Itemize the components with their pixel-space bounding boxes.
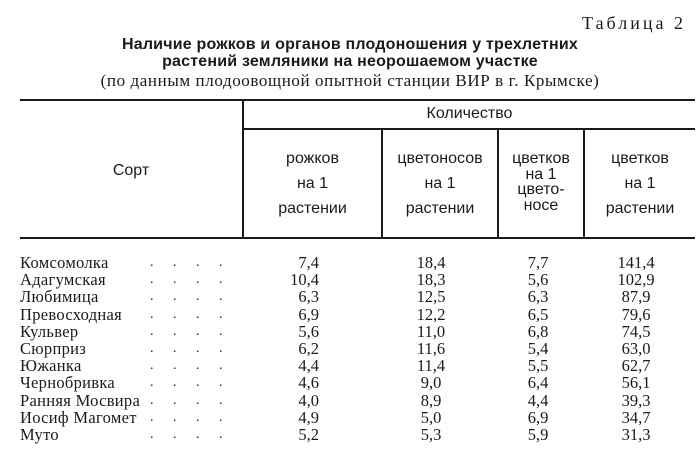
header-col-flowers-per-stalk-line: цветков	[512, 150, 570, 167]
table-number-label: Таблица 2	[582, 13, 686, 33]
leader-dots: . . . .	[150, 392, 231, 408]
header-col-flowers-per-stalk-line: носе	[523, 196, 559, 214]
cell-horns: 4,4	[298, 356, 319, 376]
header-sort: Сорт	[112, 162, 150, 179]
cell-flowers-per-stalk: 6,3	[527, 287, 549, 307]
cell-flowers-per-stalk: 4,4	[527, 390, 549, 410]
cell-flowers-per-stalk: 5,4	[527, 338, 549, 358]
table-row	[0, 306, 700, 323]
header-col-flower-stalks-line: растении	[405, 200, 475, 217]
cell-horns: 6,2	[298, 338, 319, 358]
cell-flower-stalks: 11,0	[416, 321, 446, 341]
cell-flowers-per-stalk: 5,5	[527, 356, 549, 376]
cell-flower-stalks: 11,4	[416, 356, 446, 376]
cell-flowers-per-plant: 63,0	[621, 338, 651, 358]
cell-flower-stalks: 5,0	[420, 407, 442, 427]
header-col-flower-stalks-line: на 1	[424, 175, 456, 192]
variety-name: Любимица	[20, 287, 99, 307]
cell-flowers-per-stalk: 5,6	[527, 270, 549, 290]
cell-horns: 5,6	[298, 321, 319, 341]
cell-horns: 4,6	[298, 373, 319, 393]
table-row	[0, 409, 700, 426]
cell-flowers-per-stalk: 6,5	[527, 304, 549, 324]
cell-flower-stalks: 5,3	[420, 424, 442, 444]
cell-flower-stalks: 11,6	[416, 338, 446, 358]
header-col-flower-stalks-line: цветоносов	[397, 150, 483, 167]
cell-flower-stalks: 18,4	[416, 253, 446, 272]
header-col-flowers-per-plant-line: на 1	[624, 175, 656, 192]
table-row	[0, 374, 700, 391]
cell-flowers-per-stalk: 7,7	[527, 253, 549, 272]
table-row	[0, 426, 700, 443]
header-col-flowers-per-plant-line: цветков	[611, 150, 669, 167]
cell-flower-stalks: 12,5	[416, 287, 446, 307]
header-col-flower-stalks	[383, 146, 497, 221]
cell-flowers-per-plant: 87,9	[621, 287, 651, 307]
cell-flower-stalks: 18,3	[416, 270, 446, 290]
cell-flower-stalks: 9,0	[420, 373, 442, 393]
cell-flowers-per-plant: 74,5	[621, 321, 651, 341]
cell-flowers-per-stalk: 5,9	[527, 424, 549, 444]
variety-name: Комсомолка	[20, 253, 109, 272]
table-row	[0, 271, 700, 288]
cell-flowers-per-plant: 31,3	[621, 424, 651, 444]
table-row	[0, 392, 700, 409]
leader-dots: . . . .	[150, 358, 231, 374]
variety-name: Кульвер	[20, 321, 79, 341]
cell-flowers-per-stalk: 6,4	[527, 373, 549, 393]
table-title-line-2: растений земляники на неорошаемом участке	[162, 53, 538, 70]
cell-flowers-per-plant: 79,6	[621, 304, 651, 324]
cell-flowers-per-stalk: 6,9	[527, 407, 549, 427]
table-row	[0, 357, 700, 374]
header-bottom-rule	[20, 237, 695, 239]
leader-dots: . . . .	[150, 272, 231, 288]
leader-dots: . . . .	[150, 255, 231, 270]
table-body	[0, 254, 700, 443]
cell-horns: 10,4	[290, 270, 319, 290]
cell-flower-stalks: 12,2	[416, 304, 446, 324]
leader-dots: . . . .	[150, 306, 231, 322]
cell-horns: 7,4	[298, 253, 319, 272]
variety-name: Южанка	[20, 356, 82, 376]
leader-dots: . . . .	[150, 323, 231, 339]
variety-name: Муто	[20, 424, 59, 444]
header-col-horns-line: растении	[278, 200, 347, 217]
variety-name: Чернобривка	[20, 373, 116, 393]
header-col-horns-line: на 1	[296, 175, 329, 192]
cell-horns: 4,0	[298, 390, 319, 410]
header-col-flowers-per-stalk-line: на 1	[525, 165, 557, 183]
header-col-flowers-per-stalk-line: цвето-	[517, 181, 565, 198]
header-col-horns-line: рожков	[286, 150, 339, 167]
variety-name: Ранняя Мосвира	[20, 390, 141, 410]
cell-horns: 6,9	[298, 304, 319, 324]
variety-name: Иосиф Магомет	[20, 407, 137, 427]
table-row	[0, 340, 700, 357]
header-col-flowers-per-plant	[585, 146, 695, 221]
leader-dots: . . . .	[150, 426, 231, 442]
table-row	[0, 288, 700, 305]
cell-horns: 5,2	[298, 424, 319, 444]
variety-name: Превосходная	[20, 304, 123, 324]
leader-dots: . . . .	[150, 409, 231, 425]
header-col-flowers-per-stalk	[499, 151, 583, 213]
table-title-line-1: Наличие рожков и органов плодоношения у трехлетних	[121, 36, 579, 53]
cell-flowers-per-plant: 62,7	[621, 356, 651, 376]
table-row	[0, 323, 700, 340]
table-row	[0, 254, 700, 271]
cell-flowers-per-stalk: 6,8	[527, 321, 549, 341]
table-source-note: (по данным плодоовощной опытной станции ВИР в г. Крымске)	[100, 71, 600, 90]
leader-dots: . . . .	[150, 289, 231, 305]
cell-flowers-per-plant: 39,3	[621, 390, 651, 410]
header-col-flowers-per-plant-line: растении	[605, 200, 675, 217]
cell-flowers-per-plant: 141,4	[617, 253, 655, 272]
cell-flowers-per-plant: 56,1	[621, 373, 651, 393]
cell-flowers-per-plant: 34,7	[621, 407, 651, 427]
leader-dots: . . . .	[150, 375, 231, 391]
group-header-rule	[243, 128, 695, 130]
leader-dots: . . . .	[150, 340, 231, 356]
cell-flower-stalks: 8,9	[420, 390, 442, 410]
header-col-horns	[244, 146, 381, 221]
variety-name: Адагумская	[20, 270, 106, 290]
cell-horns: 4,9	[298, 407, 319, 427]
variety-name: Сюрприз	[20, 338, 87, 358]
header-group-quantity: Количество	[426, 105, 513, 122]
cell-flowers-per-plant: 102,9	[617, 270, 655, 290]
cell-horns: 6,3	[298, 287, 319, 307]
